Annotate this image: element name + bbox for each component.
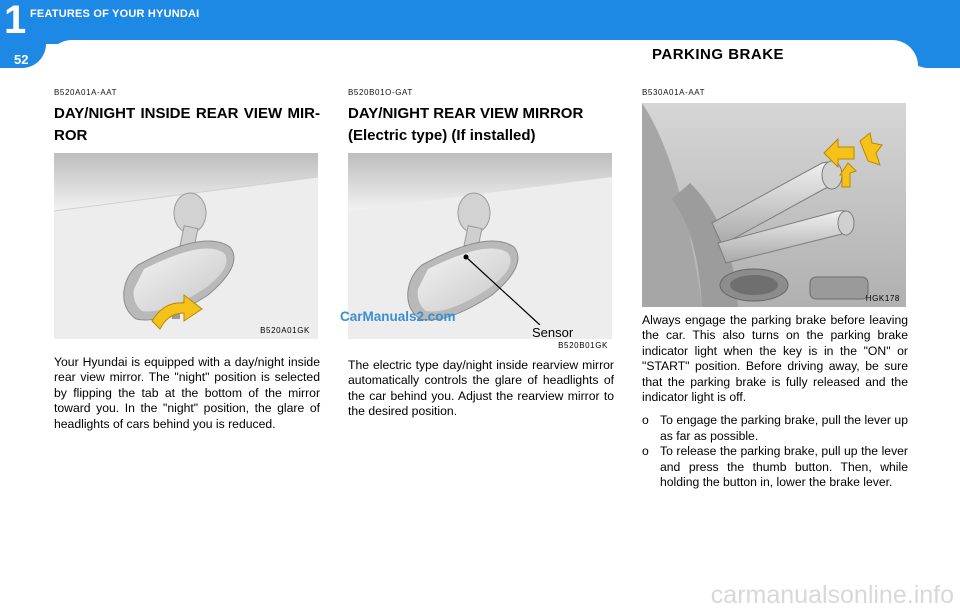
page-header <box>0 0 960 68</box>
inline-watermark: CarManuals2.com <box>340 309 456 324</box>
section-code: B520B01O-GAT <box>348 88 413 97</box>
header-bar <box>0 0 960 44</box>
figure-parking-brake <box>642 103 906 307</box>
figure-day-night-mirror <box>54 153 318 339</box>
flip-tab-arrow-icon <box>146 291 206 337</box>
body-paragraph: The electric type day/night inside rearview mirror automatically controls the glare of headlights of the car behind you. Adjust the rearview mirror to the desired position. <box>348 358 614 419</box>
instruction-list <box>642 413 908 490</box>
page-number: 52 <box>14 52 29 67</box>
column-inside-mirror <box>54 88 320 432</box>
figure-code: B520B01GK <box>558 341 608 350</box>
section-title: PARKING BRAKE <box>652 46 785 63</box>
figure-code: HGK178 <box>865 294 900 303</box>
pull-up-arrow-icon <box>820 131 906 191</box>
list-item <box>642 444 908 490</box>
section-heading-line2: (Electric type) (If installed) <box>348 127 536 144</box>
column-parking-brake <box>642 88 908 490</box>
list-item <box>642 413 908 444</box>
section-code: B520A01A-AAT <box>54 88 118 97</box>
body-paragraph: Your Hyundai is equipped with a day/night inside rear view mirror. The "night" position is selected by flipping the tab at the bottom of the mirror toward you. In the "night" position, the glare of headlights of cars behind you is reduced. <box>54 355 320 431</box>
bullet-mark: o <box>642 413 649 428</box>
chapter-number: 1 <box>4 0 26 42</box>
chapter-title: FEATURES OF YOUR HYUNDAI <box>30 8 200 20</box>
footer-watermark: carmanualsonline.info <box>710 581 954 609</box>
section-heading: DAY/NIGHT INSIDE REAR VIEW MIR- ROR <box>54 105 320 144</box>
list-item-text: To engage the parking brake, pull the lever up as far as possible. <box>660 413 908 443</box>
sensor-label: Sensor <box>532 325 574 339</box>
body-paragraph: Always engage the parking brake before leaving the car. This also turns on the parking brake indicator light when the key is in the "ON" or "START" position. Before driving away, be sure that the parking brake is fully released and the indicator light is off. <box>642 313 908 405</box>
section-heading-line1: DAY/NIGHT REAR VIEW MIRROR <box>348 105 584 122</box>
bullet-mark: o <box>642 444 649 459</box>
column-electric-mirror <box>348 88 614 420</box>
section-code: B530A01A-AAT <box>642 88 706 97</box>
figure-code: B520A01GK <box>260 326 310 335</box>
header-white-tab <box>46 40 918 68</box>
list-item-text: To release the parking brake, pull up the lever and press the thumb button. Then, while holding the button in, lower the brake lever. <box>660 444 908 490</box>
